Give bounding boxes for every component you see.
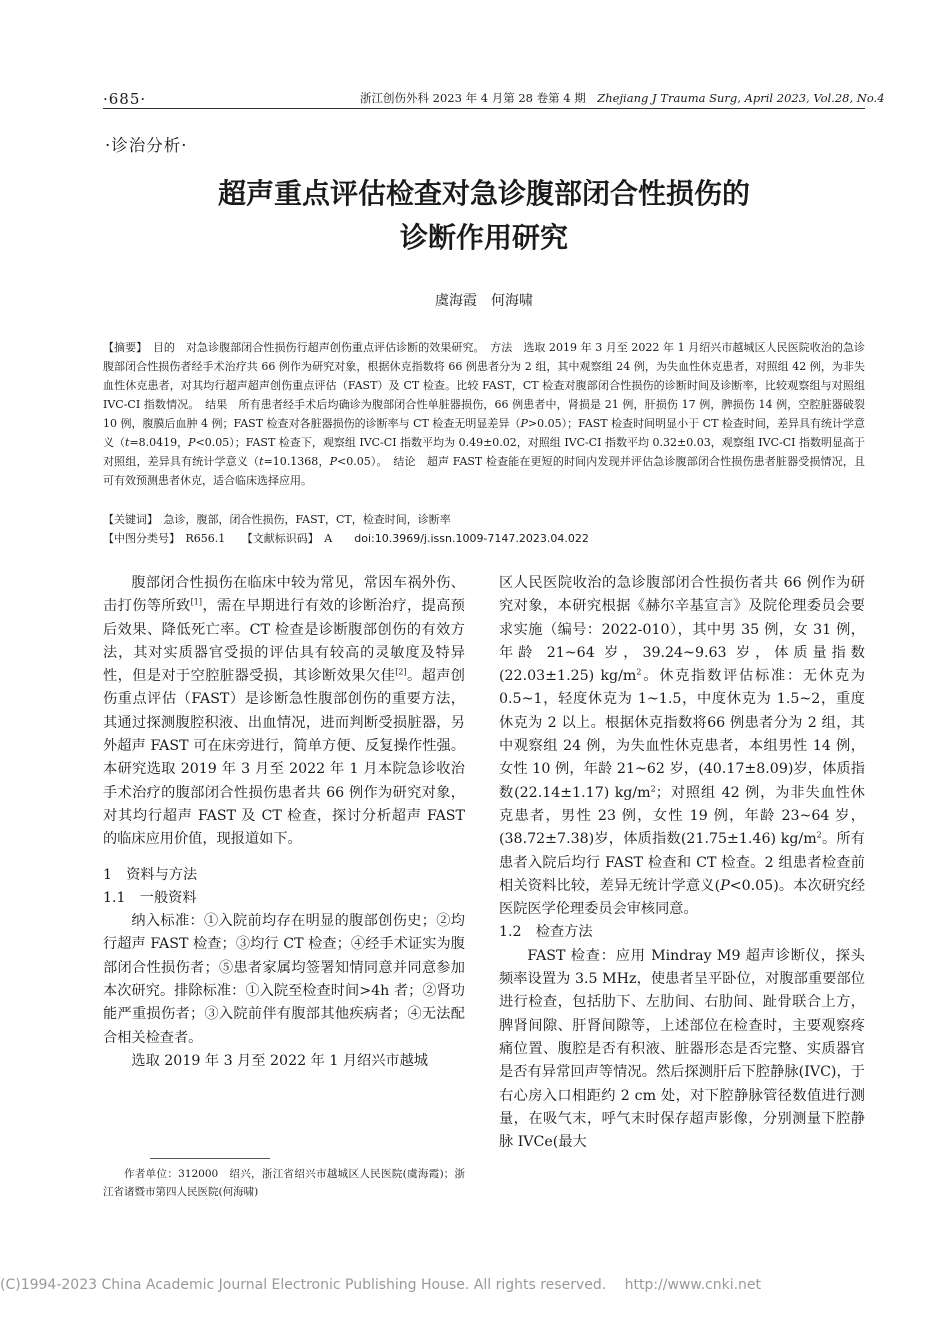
author-affiliation-footnote: 作者单位：312000 绍兴，浙江省绍兴市越城区人民医院(虞海霞)；浙江省诸暨市第四人民医院(何海啸)	[103, 1168, 465, 1198]
section-tag: ·诊治分析·	[105, 136, 188, 155]
methods-text: 选取 2019 年 3 月至 2022 年 1 月绍兴市越城区人民医院收治的急诊腹部闭合性损伤者经手术治疗共 66 例作为研究对象，根据休克指数将 66 例患者分为 2 组，其中观察组 24 例，为失血性休克患者，对照组 42 例，为非失血性休克患者，对其均行超声超声创伤重点评估（FAST）及 CT 检查。比较 FAST，CT 检查对腹部闭合性损伤的诊断时间及诊断率，比较观察组与对照组 IVC-CI 指数情况。	[103, 341, 866, 411]
abstract-label: 【摘要】	[103, 341, 142, 354]
body-column-left	[103, 572, 465, 1073]
page-number: ·685·	[103, 90, 147, 108]
subjects-paragraph: 区人民医院收治的急诊腹部闭合性损伤者共 66 例作为研究对象，本研究根据《赫尔辛基宣言》及院伦理委员会要求实施（编号：2022-010），其中男 35 例，女 31 例，年龄 21~64 岁，39.24~9.63 岁，体质量指数(22.03±1.25) $kg/m^2$。休克指数评估标准：无休克为 0.5~1，轻度休克为 1~1.5，中度休克为 1.5~2，重度休克为 2 以上。根据休克指数将66 例患者分为 2 组，其中观察组 24 例，为失血性休克患者，本组男性 14 例，女性 10 例，年龄 21~62 岁，(40.17±8.09)岁，体质指数(22.14±1.17) $kg/m^2$；对照组 42 例，为非失血性休克患者，男性 23 例，女性 19 例，年龄 23~64 岁，(38.72±7.38)岁，体质指数(21.75±1.46) $kg/m^2$。所有患者入院后均行 FAST 检查和 CT 检查。2 组患者检查前相关资料比较，差异无统计学意义(P<0.05)。本次研究经医院医学伦理委员会审核同意。	[499, 575, 866, 918]
title-line-2: 诊断作用研究	[399, 221, 568, 254]
doc-code-value: A	[324, 532, 333, 545]
keywords	[103, 510, 865, 529]
doc-code-label: 【文献标识码】	[247, 532, 314, 545]
clc-value: R656.1	[185, 532, 226, 545]
objective-label: 目的	[152, 341, 175, 354]
selection-paragraph: 选取 2019 年 3 月至 2022 年 1 月绍兴市越城	[131, 1052, 428, 1069]
classification	[103, 529, 865, 548]
journal-name-cn: 浙江创伤外科 2023 年 4 月第 28 卷第 4 期	[360, 91, 586, 105]
citation-2[interactable]: [2]	[395, 667, 407, 677]
keywords-label: 【关键词】	[103, 513, 153, 526]
title-line-1: 超声重点评估检查对急诊腹部闭合性损伤的	[217, 177, 750, 210]
results-text: 所有患者经手术后均确诊为腹部闭合性单脏器损伤，66 例患者中，肾损是 21 例，肝损伤 17 例，脾损伤 14 例，空腔脏器破裂 10 例，腹膜后血肿 4 例；FAST 检查对各脏器损伤的诊断率与 CT 检查无明显差异（P>0.05）；FAST 检查时间明显小于 CT 检查时间，差异具有统计学意义（t=8.0419，P<0.05）；FAST 检查下，观察组 IVC-CI 指数平均为 0.49±0.02，对照组 IVC-CI 指数平均 0.32±0.03，观察组 IVC-CI 指数明显高于对照组，差异具有统计学意义（t=10.1368，P<0.05）。	[103, 398, 866, 468]
methods-label: 方法	[490, 341, 513, 354]
section-heading-1: 1 资料与方法	[103, 866, 198, 883]
subsection-heading-1-2: 1.2 检查方法	[499, 924, 593, 941]
conclusion-label: 结论	[393, 455, 416, 468]
journal-name-en: Zhejiang J Trauma Surg, April 2023, Vol.28, No.4	[597, 91, 885, 105]
clc-label: 【中图分类号】	[103, 532, 175, 545]
criteria-paragraph: 纳入标准：①入院前均存在明显的腹部创伤史；②均行超声 FAST 检查；③均行 CT 检查；④经手术证实为腹部闭合性损伤者；⑤患者家属均签署知情同意并同意参加本次研究。排除标准：①入院至检查时间>4h 者；②肾功能严重损伤者；③入院前伴有腹部其他疾病者；④无法配合相关检查者。	[103, 913, 465, 1046]
copyright-watermark: (C)1994-2023 China Academic Journal Electronic Publishing House. All rights reserved. http://www.cnki.net	[0, 1277, 762, 1293]
authors: 虞海霞 何海啸	[435, 293, 533, 309]
body-column-right	[499, 572, 865, 1154]
running-header	[360, 90, 885, 106]
citation-1[interactable]: [1]	[190, 597, 203, 607]
subsection-heading-1-1: 1.1 一般资料	[103, 889, 197, 906]
objective-text: 对急诊腹部闭合性损伤行超声创伤重点评估诊断的效果研究。	[186, 341, 480, 354]
intro-paragraph: 腹部闭合性损伤在临床中较为常见，常因车祸外伤、击打伤等所致[1]，需在早期进行有效的诊断治疗，提高预后效果、降低死亡率。CT 检查是诊断腹部创伤的有效方法，其对实质器官受损的评估具有较高的灵敏度及特异性，但是对于空腔脏器受损，其诊断效果欠佳[2]。超声创伤重点评估（FAST）是诊断急性腹部创伤的重要方法，其通过探测腹腔积液、出血情况，进而判断受损脏器，另外超声 FAST 可在床旁进行，简单方便、反复操作性强。本研究选取 2019 年 3 月至 2022 年 1 月本院急诊收治手术治疗的腹部闭合性损伤患者共 66 例作为研究对象，对其均行超声 FAST 及 CT 检查，探讨分析超声 FAST 的临床应用价值，现报道如下。	[103, 575, 465, 848]
abstract	[103, 338, 865, 490]
header-rule	[103, 108, 865, 109]
doi-link[interactable]: doi:10.3969/j.issn.1009-7147.2023.04.022	[354, 532, 589, 545]
article-title	[103, 172, 865, 260]
fast-paragraph: FAST 检查：应用 Mindray M9 超声诊断仪，探头频率设置为 3.5 MHz，使患者呈平卧位，对腹部重要部位进行检查，包括肋下、左肋间、右肋间、趾骨联合上方，脾肾间隙、肝肾间隙等，上述部位在检查时，主要观察疼痛位置、腹腔是否有积液、脏器形态是否完整、实质器官是否有异常回声等情况。然后探测肝后下腔静脉(IVC)，于右心房入口相距约 2 cm 处，对下腔静脉管径数值进行测量，在吸气末，呼气末时保存超声影像，分别测量下腔静脉 IVCe(最大	[499, 947, 865, 1151]
conclusion-text: 超声 FAST 检查能在更短的时间内发现并评估急诊腹部闭合性损伤患者脏器受损情况，且可有效预测患者休克，适合临床选择应用。	[103, 455, 865, 487]
results-label: 结果	[205, 398, 228, 411]
keywords-text: 急诊，腹部，闭合性损伤，FAST，CT，检查时间，诊断率	[163, 513, 451, 526]
footnote-rule	[150, 1158, 270, 1159]
